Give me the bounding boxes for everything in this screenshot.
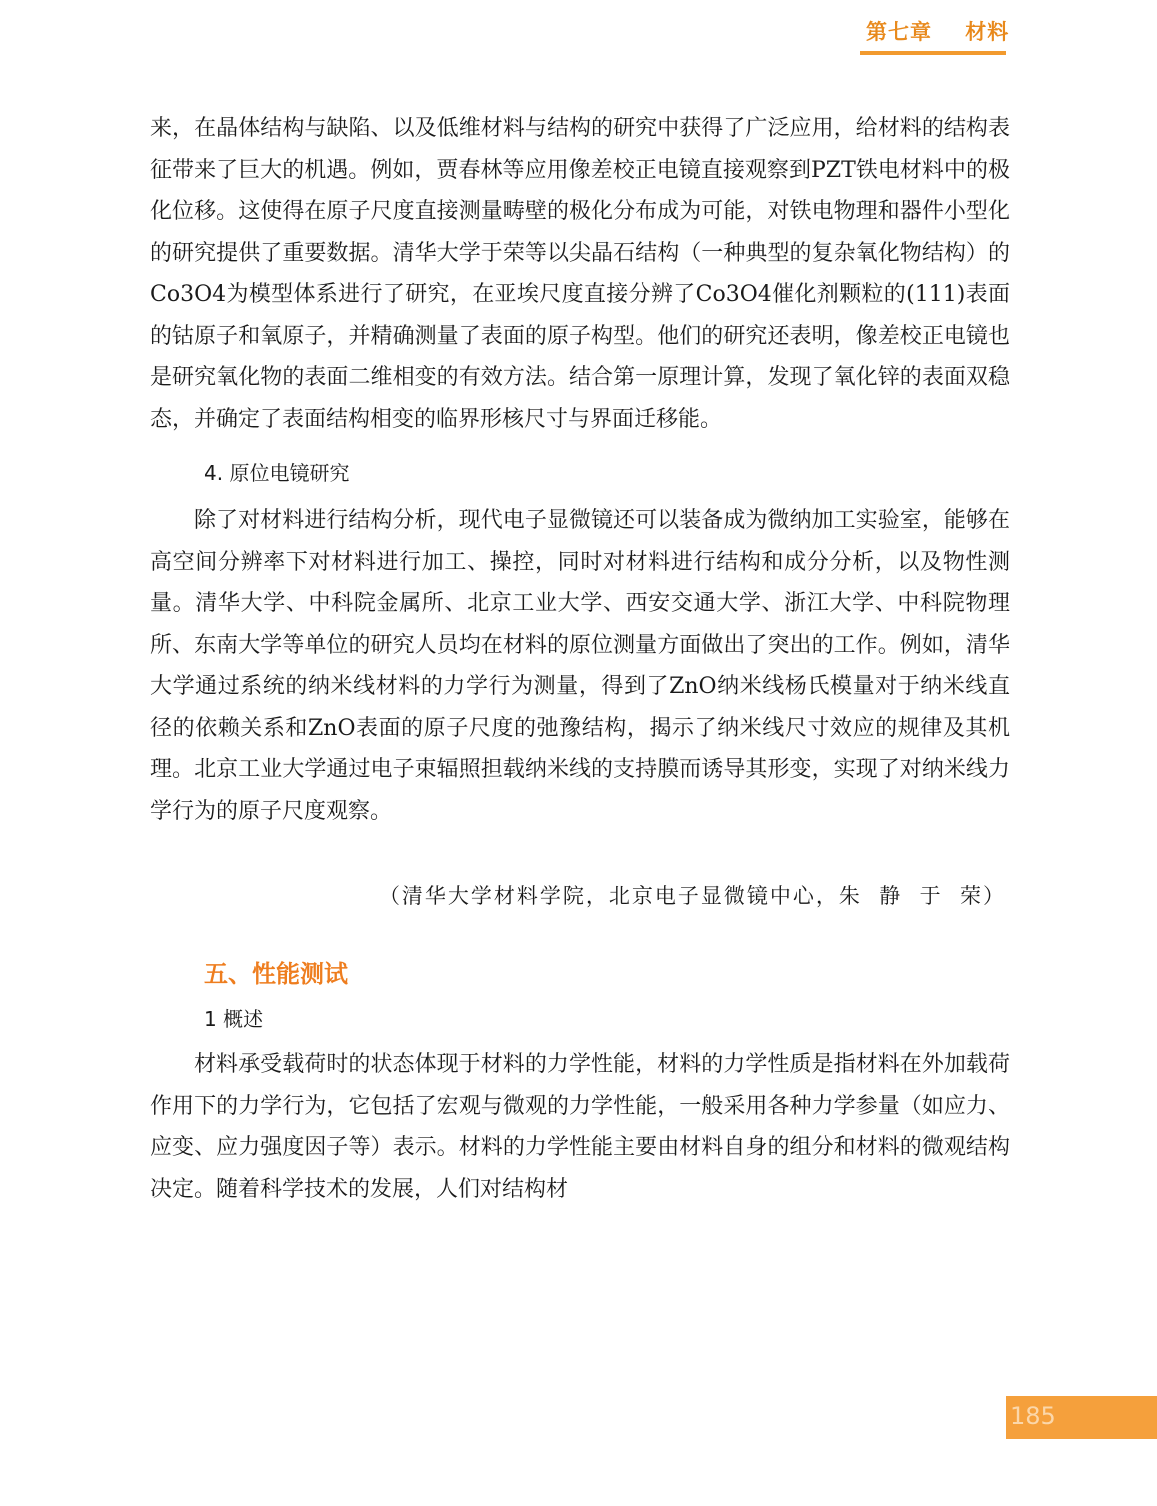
header-rule <box>860 51 1006 55</box>
chapter-title: 第七章 材料 <box>866 20 1010 44</box>
section-heading-performance-testing: 五、性能测试 <box>204 960 348 988</box>
subheading-overview: 1 概述 <box>204 1007 264 1031</box>
author-attribution: （清华大学材料学院，北京电子显微镜中心，朱 静 于 荣） <box>378 884 1006 908</box>
page-number-tab <box>1006 1396 1157 1439</box>
running-header <box>860 16 1010 50</box>
paragraph-continued: 来，在晶体结构与缺陷、以及低维材料与结构的研究中获得了广泛应用，给材料的结构表征带来了巨大的机遇。例如，贾春林等应用像差校正电镜直接观察到PZT铁电材料中的极化位移。这使得在原子尺度直接测量畴壁的极化分布成为可能，对铁电物理和器件小型化的研究提供了重要数据。清华大学于荣等以尖晶石结构（一种典型的复杂氧化物结构）的Co3O4为模型体系进行了研究，在亚埃尺度直接分辨了Co3O4催化剂颗粒的(111)表面的钴原子和氧原子，并精确测量了表面的原子构型。他们的研究还表明，像差校正电镜也是研究氧化物的表面二维相变的有效方法。结合第一原理计算，发现了氧化锌的表面双稳态，并确定了表面结构相变的临界形核尺寸与界面迁移能。 <box>150 116 1010 432</box>
page-body <box>150 108 1010 1210</box>
paragraph-mechanical-properties: 材料承受载荷时的状态体现于材料的力学性能，材料的力学性质是指材料在外加载荷作用下的力学行为，它包括了宏观与微观的力学性能，一般采用各种力学参量（如应力、应变、应力强度因子等）表示。材料的力学性能主要由材料自身的组分和材料的微观结构决定。随着科学技术的发展，人们对结构材 <box>150 1052 1010 1202</box>
paragraph-in-situ: 除了对材料进行结构分析，现代电子显微镜还可以装备成为微纳加工实验室，能够在高空间分辨率下对材料进行加工、操控，同时对材料进行结构和成分分析，以及物性测量。清华大学、中科院金属所、北京工业大学、西安交通大学、浙江大学、中科院物理所、东南大学等单位的研究人员均在材料的原位测量方面做出了突出的工作。例如，清华大学通过系统的纳米线材料的力学行为测量，得到了ZnO纳米线杨氏模量对于纳米线直径的依赖关系和ZnO表面的原子尺度的弛豫结构，揭示了纳米线尺寸效应的规律及其机理。北京工业大学通过电子束辐照担载纳米线的支持膜而诱导其形变，实现了对纳米线力学行为的原子尺度观察。 <box>150 508 1010 824</box>
page-number: 185 <box>1010 1402 1056 1430</box>
subheading-in-situ-em: 4. 原位电镜研究 <box>204 461 350 485</box>
